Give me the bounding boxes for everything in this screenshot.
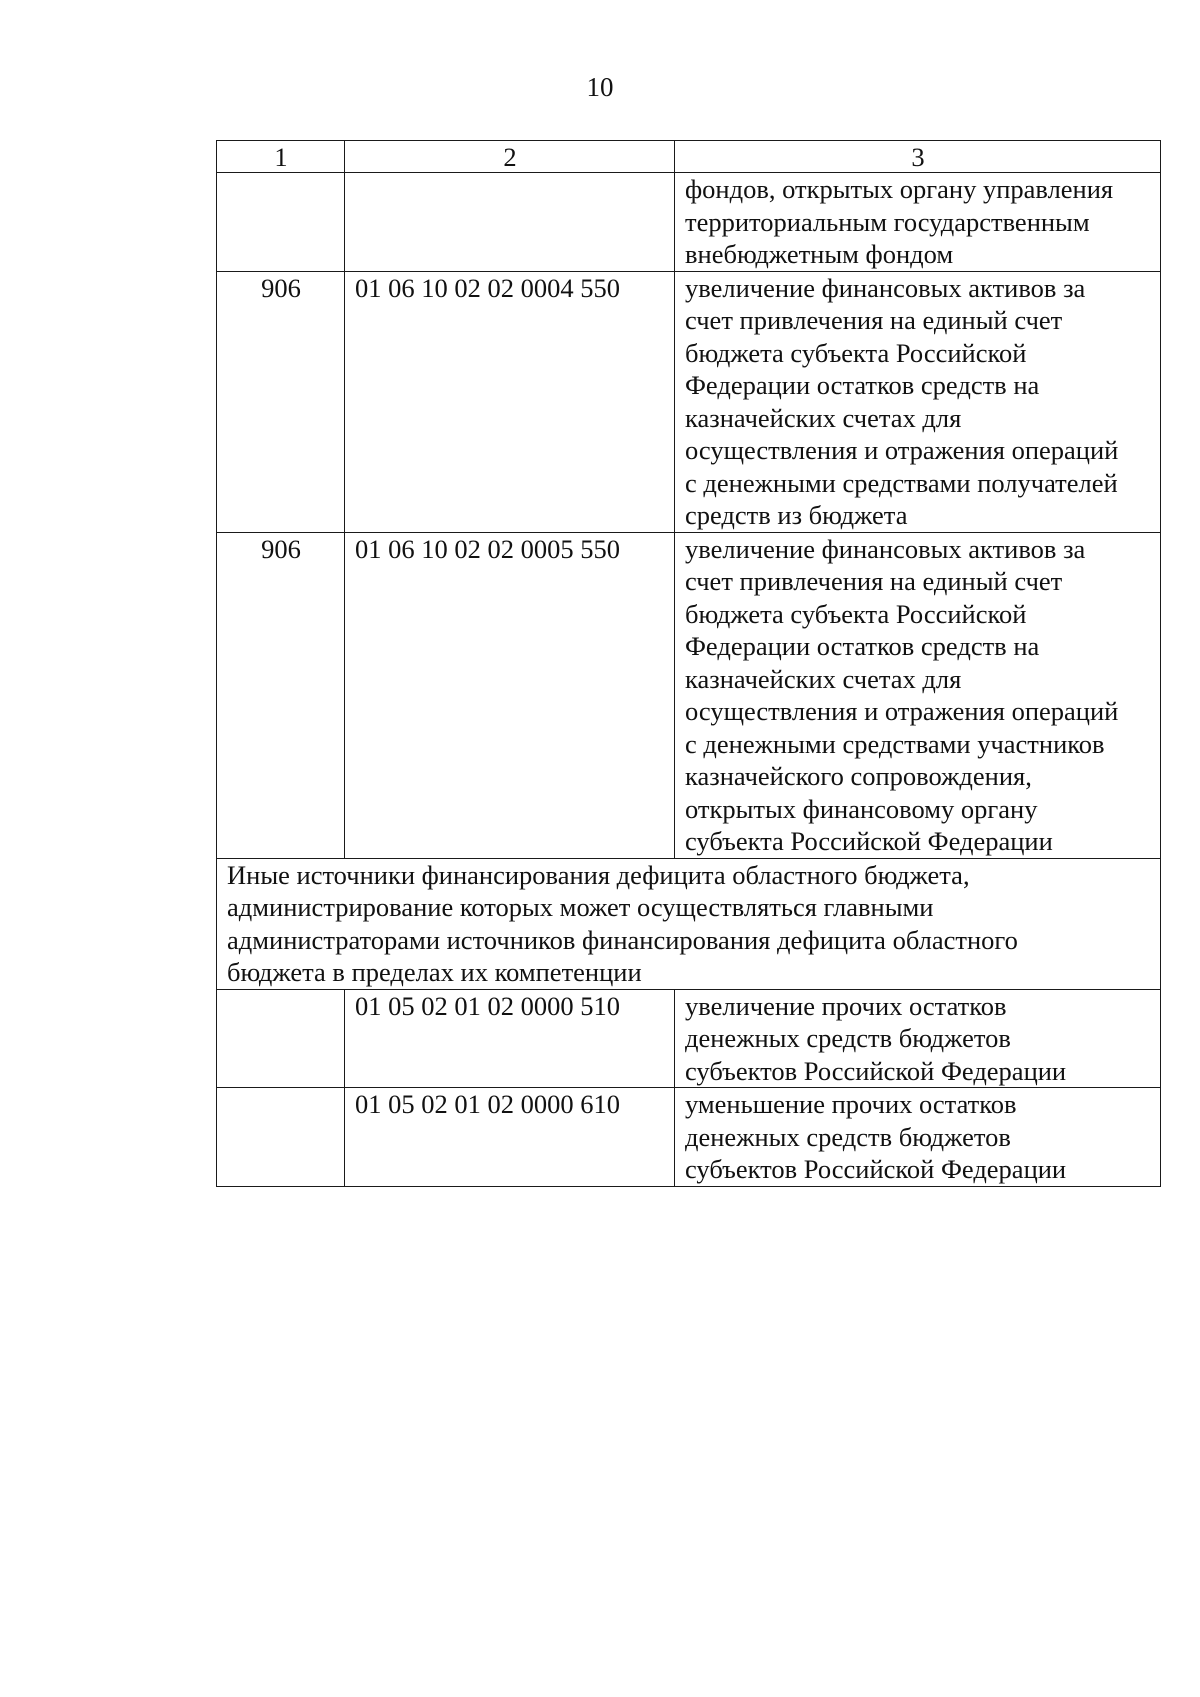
description-line: бюджета субъекта Российской — [685, 337, 1027, 368]
description-line: осуществления и отражения операций — [685, 696, 1119, 726]
section-heading-line: Иные источники финансирования дефицита областного бюджета, — [227, 859, 970, 890]
header-cell-2: 2 — [345, 141, 675, 173]
table-row — [217, 989, 1161, 1088]
description-line: с денежными средствами получателей — [685, 467, 1118, 498]
table-row — [217, 532, 1161, 858]
section-heading-cell — [217, 858, 1161, 989]
description-line: субъектов Российской Федерации — [685, 1055, 1067, 1086]
description-line: фондов, открытых органу управления — [685, 174, 1114, 204]
description-line: казначейских счетах для — [685, 402, 962, 433]
admin-code-cell: 906 — [217, 271, 345, 532]
description-line: субъектов Российской Федерации — [685, 1154, 1067, 1184]
budget-sources-table — [216, 140, 1161, 1187]
table-header-row — [217, 141, 1161, 173]
description-line: увеличение прочих остатков — [685, 990, 1007, 1021]
description-line: с денежными средствами участников — [685, 728, 1105, 759]
description-line: увеличение финансовых активов за — [685, 533, 1086, 564]
section-heading-line: администрирование которых может осуществляться главными — [227, 892, 934, 922]
description-cell — [675, 1088, 1161, 1187]
description-line: Федерации остатков средств на — [685, 370, 1040, 400]
description-cell — [675, 532, 1161, 858]
budget-code-cell: 01 05 02 01 02 0000 510 — [345, 989, 675, 1088]
description-line: субъекта Российской Федерации — [685, 826, 1053, 856]
description-line: открытых финансовому органу — [685, 793, 1038, 824]
description-line: средств из бюджета — [685, 500, 908, 530]
admin-code-cell: 906 — [217, 532, 345, 858]
section-heading-row — [217, 858, 1161, 989]
description-line: денежных средств бюджетов — [685, 1023, 1011, 1053]
page-number: 10 — [586, 72, 614, 102]
section-heading-line: бюджета в пределах их компетенции — [227, 957, 642, 987]
admin-code-cell — [217, 173, 345, 272]
description-line: казначейского сопровождения, — [685, 761, 1032, 791]
description-line: территориальным государственным — [685, 206, 1090, 237]
admin-code-cell — [217, 1088, 345, 1187]
description-line: денежных средств бюджетов — [685, 1121, 1011, 1152]
header-cell-3: 3 — [675, 141, 1161, 173]
description-cell — [675, 989, 1161, 1088]
section-heading-line: администраторами источников финансирования дефицита областного — [227, 924, 1018, 955]
budget-code-cell: 01 06 10 02 02 0005 550 — [345, 532, 675, 858]
description-cell — [675, 173, 1161, 272]
description-cell — [675, 271, 1161, 532]
header-cell-1: 1 — [217, 141, 345, 173]
table-row — [217, 1088, 1161, 1187]
budget-code-cell: 01 05 02 01 02 0000 610 — [345, 1088, 675, 1187]
description-line: казначейских счетах для — [685, 663, 962, 694]
description-line: бюджета субъекта Российской — [685, 598, 1027, 629]
description-line: осуществления и отражения операций — [685, 435, 1119, 465]
admin-code-cell — [217, 989, 345, 1088]
budget-code-cell — [345, 173, 675, 272]
budget-code-cell: 01 06 10 02 02 0004 550 — [345, 271, 675, 532]
table-row — [217, 271, 1161, 532]
description-line: уменьшение прочих остатков — [685, 1089, 1017, 1119]
description-line: внебюджетным фондом — [685, 239, 954, 269]
description-line: Федерации остатков средств на — [685, 631, 1040, 661]
description-line: счет привлечения на единый счет — [685, 566, 1063, 596]
description-line: счет привлечения на единый счет — [685, 305, 1063, 335]
description-line: увеличение финансовых активов за — [685, 272, 1086, 303]
table-row — [217, 173, 1161, 272]
